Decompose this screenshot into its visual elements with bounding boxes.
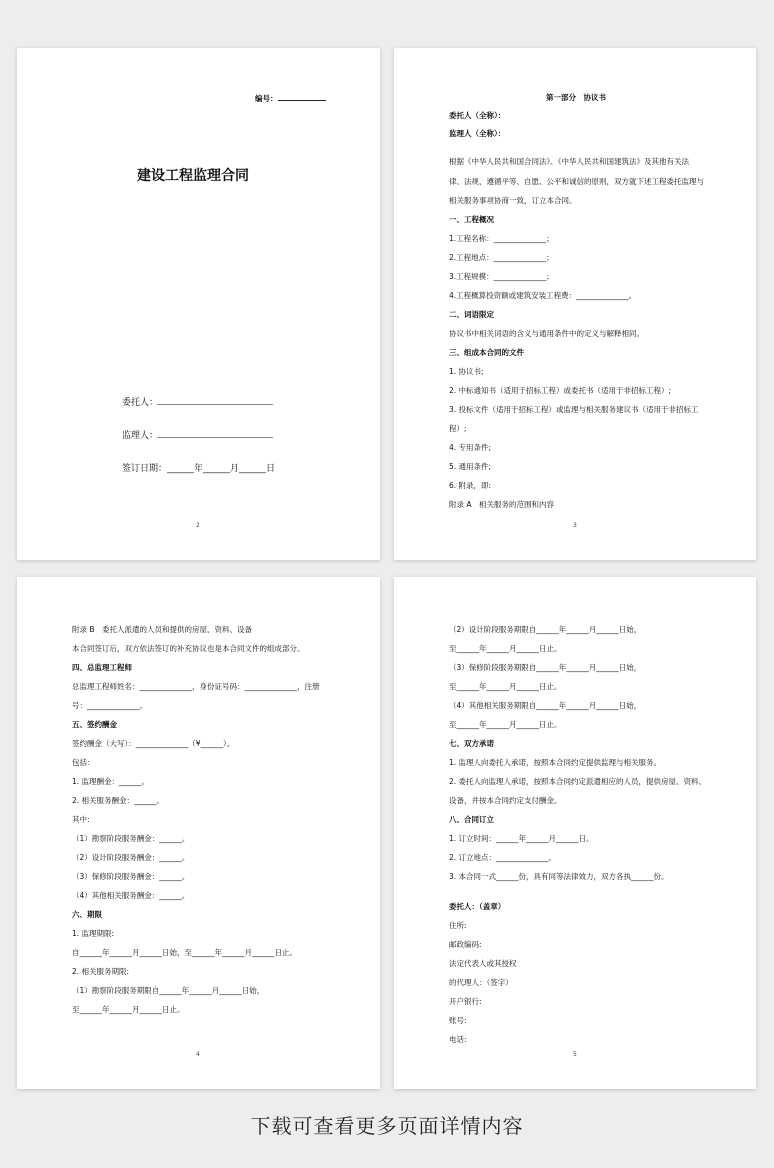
list-item: 1.工程名称：______________；	[449, 234, 554, 243]
list-item: 1. 监理期限:	[72, 929, 115, 938]
document-page-cover	[17, 48, 380, 560]
section-title: 一、工程概况	[449, 215, 494, 224]
paragraph: 协议书中相关词语的含义与通用条件中的定义与解释相同。	[449, 329, 644, 338]
page-number: 3	[573, 522, 577, 529]
list-item: 4.工程概算投资额或建筑安装工程费：______________。	[449, 291, 637, 300]
signature-field: 账号:	[449, 1016, 467, 1025]
contract-number-label: 编号：	[255, 93, 326, 104]
list-item: 至______年______月______日止。	[449, 720, 562, 729]
signature-field: 开户银行:	[449, 997, 482, 1006]
section-heading: 第一部分 协议书	[546, 93, 606, 102]
list-item: （2）设计阶段服务期限自______年______月______日始，	[449, 625, 642, 634]
section-title: 四、总监理工程师	[72, 663, 132, 672]
list-item: （1）勘察阶段服务期限自______年______月______日始，	[72, 986, 265, 995]
list-item: 2. 相关服务期限:	[72, 967, 130, 976]
list-item: 包括：	[72, 758, 95, 767]
list-item: 程）;	[449, 424, 467, 433]
list-item: （2）设计阶段服务酬金：______。	[72, 853, 190, 862]
page-number: 5	[573, 1051, 577, 1058]
list-item: 2. 委托人向监理人承诺，按照本合同约定派遣相应的人员，提供房屋、资料、	[449, 777, 707, 786]
section-title: 七、双方承诺	[449, 739, 494, 748]
paragraph: 附录 B 委托人派遣的人员和提供的房屋、资料、设备	[72, 625, 253, 634]
intro-line: 律、法规，遵循平等、自愿、公平和诚信的原则，双方就下述工程委托监理与	[449, 177, 704, 186]
list-item: 3.工程规模：______________；	[449, 272, 554, 281]
list-item: 1. 订立时间：______年______月______日。	[449, 834, 594, 843]
list-item: （3）保修阶段服务期限自______年______月______日始，	[449, 663, 642, 672]
client-signature-line	[157, 404, 273, 405]
intro-line: 相关服务事项协商一致，订立本合同。	[449, 196, 577, 205]
paragraph: 号：______________。	[72, 701, 147, 710]
list-item: 其中:	[72, 815, 90, 824]
supervisor-fullname-label: 监理人（全称）：	[449, 129, 506, 138]
list-item: 至______年______月______日止。	[449, 682, 562, 691]
sign-date: 签订日期：______年______月______日	[122, 464, 276, 474]
list-item: 至______年______月______日止。	[72, 1005, 185, 1014]
list-item: 1. 监理酬金：______。	[72, 777, 150, 786]
list-item: 1. 监理人向委托人承诺，按照本合同约定提供监理与相关服务。	[449, 758, 662, 767]
list-item: 4. 专用条件;	[449, 443, 492, 452]
list-item: 6. 附录，即:	[449, 481, 492, 490]
document-page	[394, 577, 756, 1089]
list-item: 3. 投标文件（适用于招标工程）或监理与相关服务建议书（适用于非招标工	[449, 405, 699, 414]
section-title: 二、词语限定	[449, 310, 494, 319]
list-item: 至______年______月______日止。	[449, 644, 562, 653]
signature-field: 邮政编码:	[449, 940, 482, 949]
signature-field: 法定代表人或其授权	[449, 959, 517, 968]
list-item: 附录 A 相关服务的范围和内容	[449, 500, 555, 509]
document-page-agreement	[394, 48, 756, 560]
supervisor-signature-line	[157, 437, 273, 438]
client-fullname-label: 委托人（全称）：	[449, 111, 506, 120]
list-item: 设备，并按本合同约定支付酬金。	[449, 796, 562, 805]
list-item: （4）其他相关服务期限自______年______月______日始，	[449, 701, 642, 710]
signature-field: 电话:	[449, 1035, 467, 1044]
page-number: 2	[196, 522, 200, 529]
list-item: （4）其他相关服务酬金：______。	[72, 891, 190, 900]
list-item: 2. 相关服务酬金：______。	[72, 796, 165, 805]
list-item: 签约酬金（大写）：______________（¥______）。	[72, 739, 235, 748]
section-title: 八、合同订立	[449, 815, 494, 824]
document-page	[17, 577, 380, 1089]
list-item: 1. 协议书;	[449, 367, 484, 376]
section-title: 六、期限	[72, 910, 102, 919]
paragraph: 本合同签订后，双方依法签订的补充协议也是本合同文件的组成部分。	[72, 644, 305, 653]
list-item: 自______年______月______日始，至______年______月______日止。	[72, 948, 297, 957]
section-title: 五、签约酬金	[72, 720, 117, 729]
client-label: 委托人：	[122, 398, 159, 408]
list-item: （1）勘察阶段服务酬金：______。	[72, 834, 190, 843]
page-number: 4	[196, 1051, 200, 1058]
signature-field: 的代理人：（签字）	[449, 978, 513, 987]
list-item: 3. 本合同一式______份，具有同等法律效力，双方各执______份。	[449, 872, 669, 881]
list-item: 2.工程地点：______________；	[449, 253, 554, 262]
signature-heading: 委托人：（盖章）	[449, 902, 506, 911]
supervisor-label: 监理人：	[122, 431, 159, 441]
contract-title: 建设工程监理合同	[137, 168, 249, 184]
list-item: 2. 中标通知书（适用于招标工程）或委托书（适用于非招标工程）;	[449, 386, 672, 395]
signature-field: 住所:	[449, 921, 467, 930]
list-item: 5. 通用条件;	[449, 462, 492, 471]
list-item: （3）保修阶段服务酬金：______。	[72, 872, 190, 881]
intro-line: 根据《中华人民共和国合同法》、《中华人民共和国建筑法》及其他有关法	[449, 157, 689, 166]
section-title: 三、组成本合同的文件	[449, 348, 524, 357]
download-more-banner[interactable]: 下载可查看更多页面详情内容	[250, 1114, 524, 1138]
paragraph: 总监理工程师姓名：______________，身份证号码：______________，注册	[72, 682, 320, 691]
list-item: 2. 订立地点：______________。	[449, 853, 557, 862]
